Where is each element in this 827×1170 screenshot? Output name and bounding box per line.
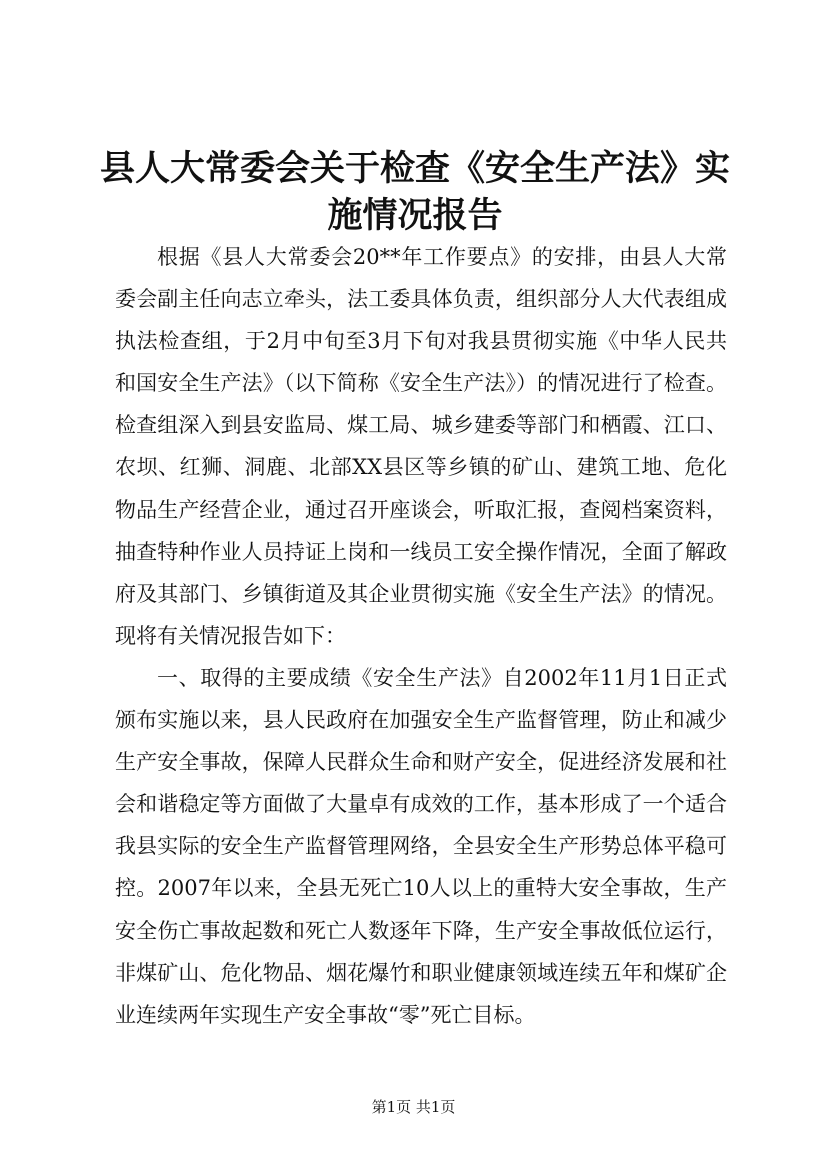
document-title: 县人大常委会关于检查《安全生产法》实施情况报告 [100,148,731,236]
document-body [115,236,727,1036]
paragraph-achievements: 一、取得的主要成绩《安全生产法》自2002年11月1日正式颁布实施以来，县人民政府在加强安全生产监督管理，防止和减少生产安全事故，保障人民群众生命和财产安全，促进经济发展和社会和谐稳定等方面做了大量卓有成效的工作，基本形成了一个适合我县实际的安全生产监督管理网络，全县安全生产形势总体平稳可控。2007年以来，全县无死亡10人以上的重特大安全事故，生产安全伤亡事故起数和死亡人数逐年下降，生产安全事故低位运行，非煤矿山、危化物品、烟花爆竹和职业健康领域连续五年和煤矿企业连续两年实现生产安全事故“零”死亡目标。 [115,665,727,1027]
page-footer: 第1页 共1页 [371,1098,456,1116]
paragraph-intro: 根据《县人大常委会20**年工作要点》的安排，由县人大常委会副主任向志立牵头，法工委具体负责，组织部分人大代表组成执法检查组，于2月中旬至3月下旬对我县贯彻实施《中华人民共和国安全生产法》（以下简称《安全生产法》）的情况进行了检查。检查组深入到县安监局、煤工局、城乡建委等部门和栖霞、江口、农坝、红狮、洞鹿、北部XX县区等乡镇的矿山、建筑工地、危化物品生产经营企业，通过召开座谈会，听取汇报，查阅档案资料，抽查特种作业人员持证上岗和一线员工安全操作情况，全面了解政府及其部门、乡镇街道及其企业贯彻实施《安全生产法》的情况。现将有关情况报告如下： [115,245,727,648]
